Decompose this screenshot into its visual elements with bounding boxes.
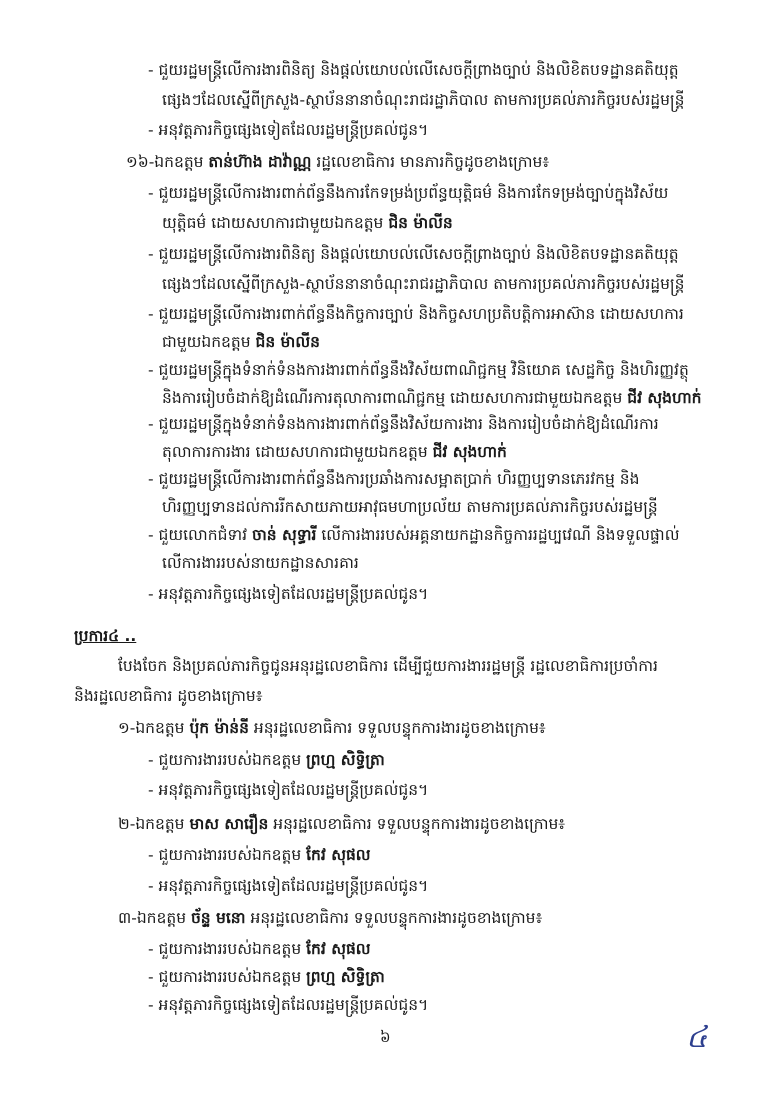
bullet-line: - អនុវត្តភារកិច្ចផ្សេងទៀតដែលរដ្ឋមន្ត្រីប្រគល់ជូន។ <box>148 781 429 799</box>
article-4-heading: ប្រការ៤ .. <box>74 627 137 645</box>
text-line: និងការរៀបចំដាក់ឱ្យដំណើរការតុលាការពាណិជ្ជកម្ម ដោយសហការជាមួយឯកឧត្តម ជីវ សុងហាក់ <box>162 389 702 407</box>
text-line: ផ្សេងៗដែលស្នើពីក្រសួង-ស្ថាប័ននានាចំណុះរាជរដ្ឋាភិបាល តាមការប្រគល់ភារកិច្ចរបស់រដ្ឋមន្ត្រី <box>162 275 685 293</box>
bullet-line: - អនុវត្តភារកិច្ចផ្សេងទៀតដែលរដ្ឋមន្ត្រីប្រគល់ជូន។ <box>148 877 429 895</box>
bullet-line: - ជួយរដ្ឋមន្ត្រីក្នុងទំនាក់ទំនងការងារពាក់ព័ន្ធនឹងវិស័យពាណិជ្ជកម្ម វិនិយោគ សេដ្ឋកិច្ច និងហិរញ្ញវត្ថុ <box>148 361 689 379</box>
bullet-line: - ជួយរដ្ឋមន្ត្រីលើការងារពិនិត្យ និងផ្តល់យោបល់លើសេចក្តីព្រាងច្បាប់ និងលិខិតបទដ្ឋានគតិយុត្ត <box>148 245 679 263</box>
text-line: ជាមួយឯកឧត្តម ជិន ម៉ាលីន <box>162 333 320 351</box>
bullet-line: - ជួយការងាររបស់ឯកឧត្តម កែវ សុផល <box>148 940 371 958</box>
text-line: ហិរញ្ញប្បទានដល់ការរីកសាយភាយអាវុធមហាប្រល័យ តាមការប្រគល់ភារកិច្ចរបស់រដ្ឋមន្ត្រី <box>162 498 658 516</box>
text-line: តុលាការការងារ ដោយសហការជាមួយឯកឧត្តម ជីវ សុងហាក់ <box>162 443 507 461</box>
bullet-line: - ជួយរដ្ឋមន្ត្រីក្នុងទំនាក់ទំនងការងារពាក់ព័ន្ធនឹងវិស័យការងារ និងការរៀបចំដាក់ឱ្យដំណើរការ <box>148 415 659 433</box>
section-1-title: ១-ឯកឧត្តម ប៉ុក ម៉ាន់នី អនុរដ្ឋលេខាធិការ ទទួលបន្ទុកការងារដូចខាងក្រោម៖ <box>118 719 546 737</box>
handwritten-initial-mark: ៤ <box>686 1020 708 1055</box>
bullet-line: - ជួយការងាររបស់ឯកឧត្តម កែវ សុផល <box>148 846 371 864</box>
bullet-line: - អនុវត្តភារកិច្ចផ្សេងទៀតដែលរដ្ឋមន្ត្រីប្រគល់ជូន។ <box>148 996 429 1014</box>
text-line: យុត្តិធម៌ ដោយសហការជាមួយឯកឧត្តម ជិន ម៉ាលីន <box>162 214 453 232</box>
bullet-line: - ជួយលោកជំទាវ ចាន់ សុទ្ធារី លើការងាររបស់អគ្គនាយកដ្ឋានកិច្ចការរដ្ឋប្បវេណី និងទទួលផ្ទាល់ <box>148 526 680 544</box>
paragraph-line: បែងចែក និងប្រគល់ភារកិច្ចជូនអនុរដ្ឋលេខាធិការ ដើម្បីជួយការងាររដ្ឋមន្ត្រី រដ្ឋលេខាធិការប្រចាំការ <box>118 657 658 675</box>
section-16-title: ១៦-ឯកឧត្តម តាន់ហ៊ាង ដាវ៉ាណ្ណ រដ្ឋលេខាធិការ មានភារកិច្ចដូចខាងក្រោម៖ <box>126 153 550 171</box>
bullet-line: - ជួយការងាររបស់ឯកឧត្តម ព្រហ្ម សិទ្ធិត្រា <box>148 968 385 986</box>
bullet-line: - ជួយការងាររបស់ឯកឧត្តម ព្រហ្ម សិទ្ធិត្រា <box>148 751 385 769</box>
bullet-line: - អនុវត្តភារកិច្ចផ្សេងទៀតដែលរដ្ឋមន្ត្រីប្រគល់ជូន។ <box>148 121 429 139</box>
page-number: ៦ <box>380 1028 391 1046</box>
bullet-line: - អនុវត្តភារកិច្ចផ្សេងទៀតដែលរដ្ឋមន្ត្រីប្រគល់ជូន។ <box>148 585 429 603</box>
bullet-line: - ជួយរដ្ឋមន្ត្រីលើការងារពិនិត្យ និងផ្តល់យោបល់លើសេចក្តីព្រាងច្បាប់ និងលិខិតបទដ្ឋានគតិយុត្ត <box>148 61 679 79</box>
section-3-title: ៣-ឯកឧត្តម ច័ន្ទ មនោ អនុរដ្ឋលេខាធិការ ទទួលបន្ទុកការងារដូចខាងក្រោម៖ <box>118 909 543 927</box>
bullet-line: - ជួយរដ្ឋមន្ត្រីលើការងារពាក់ព័ន្ធនឹងកិច្ចការច្បាប់ និងកិច្ចសហប្រតិបត្តិការអាស៊ាន ដោយសហការ <box>148 305 684 323</box>
bullet-line: - ជួយរដ្ឋមន្ត្រីលើការងារពាក់ព័ន្ធនឹងការប្រឆាំងការសម្អាតប្រាក់ ហិរញ្ញប្បទានភេរវកម្ម និង <box>148 470 640 488</box>
text-line: លើការងាររបស់នាយកដ្ឋានសារគារ <box>162 554 359 572</box>
text-line: ផ្សេងៗដែលស្នើពីក្រសួង-ស្ថាប័ននានាចំណុះរាជរដ្ឋាភិបាល តាមការប្រគល់ភារកិច្ចរបស់រដ្ឋមន្ត្រី <box>162 91 685 109</box>
paragraph-line: និងរដ្ឋលេខាធិការ ដូចខាងក្រោម៖ <box>74 687 263 705</box>
bullet-line: - ជួយរដ្ឋមន្ត្រីលើការងារពាក់ព័ន្ធនឹងការកែទម្រង់ប្រព័ន្ធយុត្តិធម៌ និងការកែទម្រង់ច្បាប់ក្នុងវិស័យ <box>148 184 669 202</box>
section-2-title: ២-ឯកឧត្តម មាស សារឿន អនុរដ្ឋលេខាធិការ ទទួលបន្ទុកការងារដូចខាងក្រោម៖ <box>118 815 566 833</box>
